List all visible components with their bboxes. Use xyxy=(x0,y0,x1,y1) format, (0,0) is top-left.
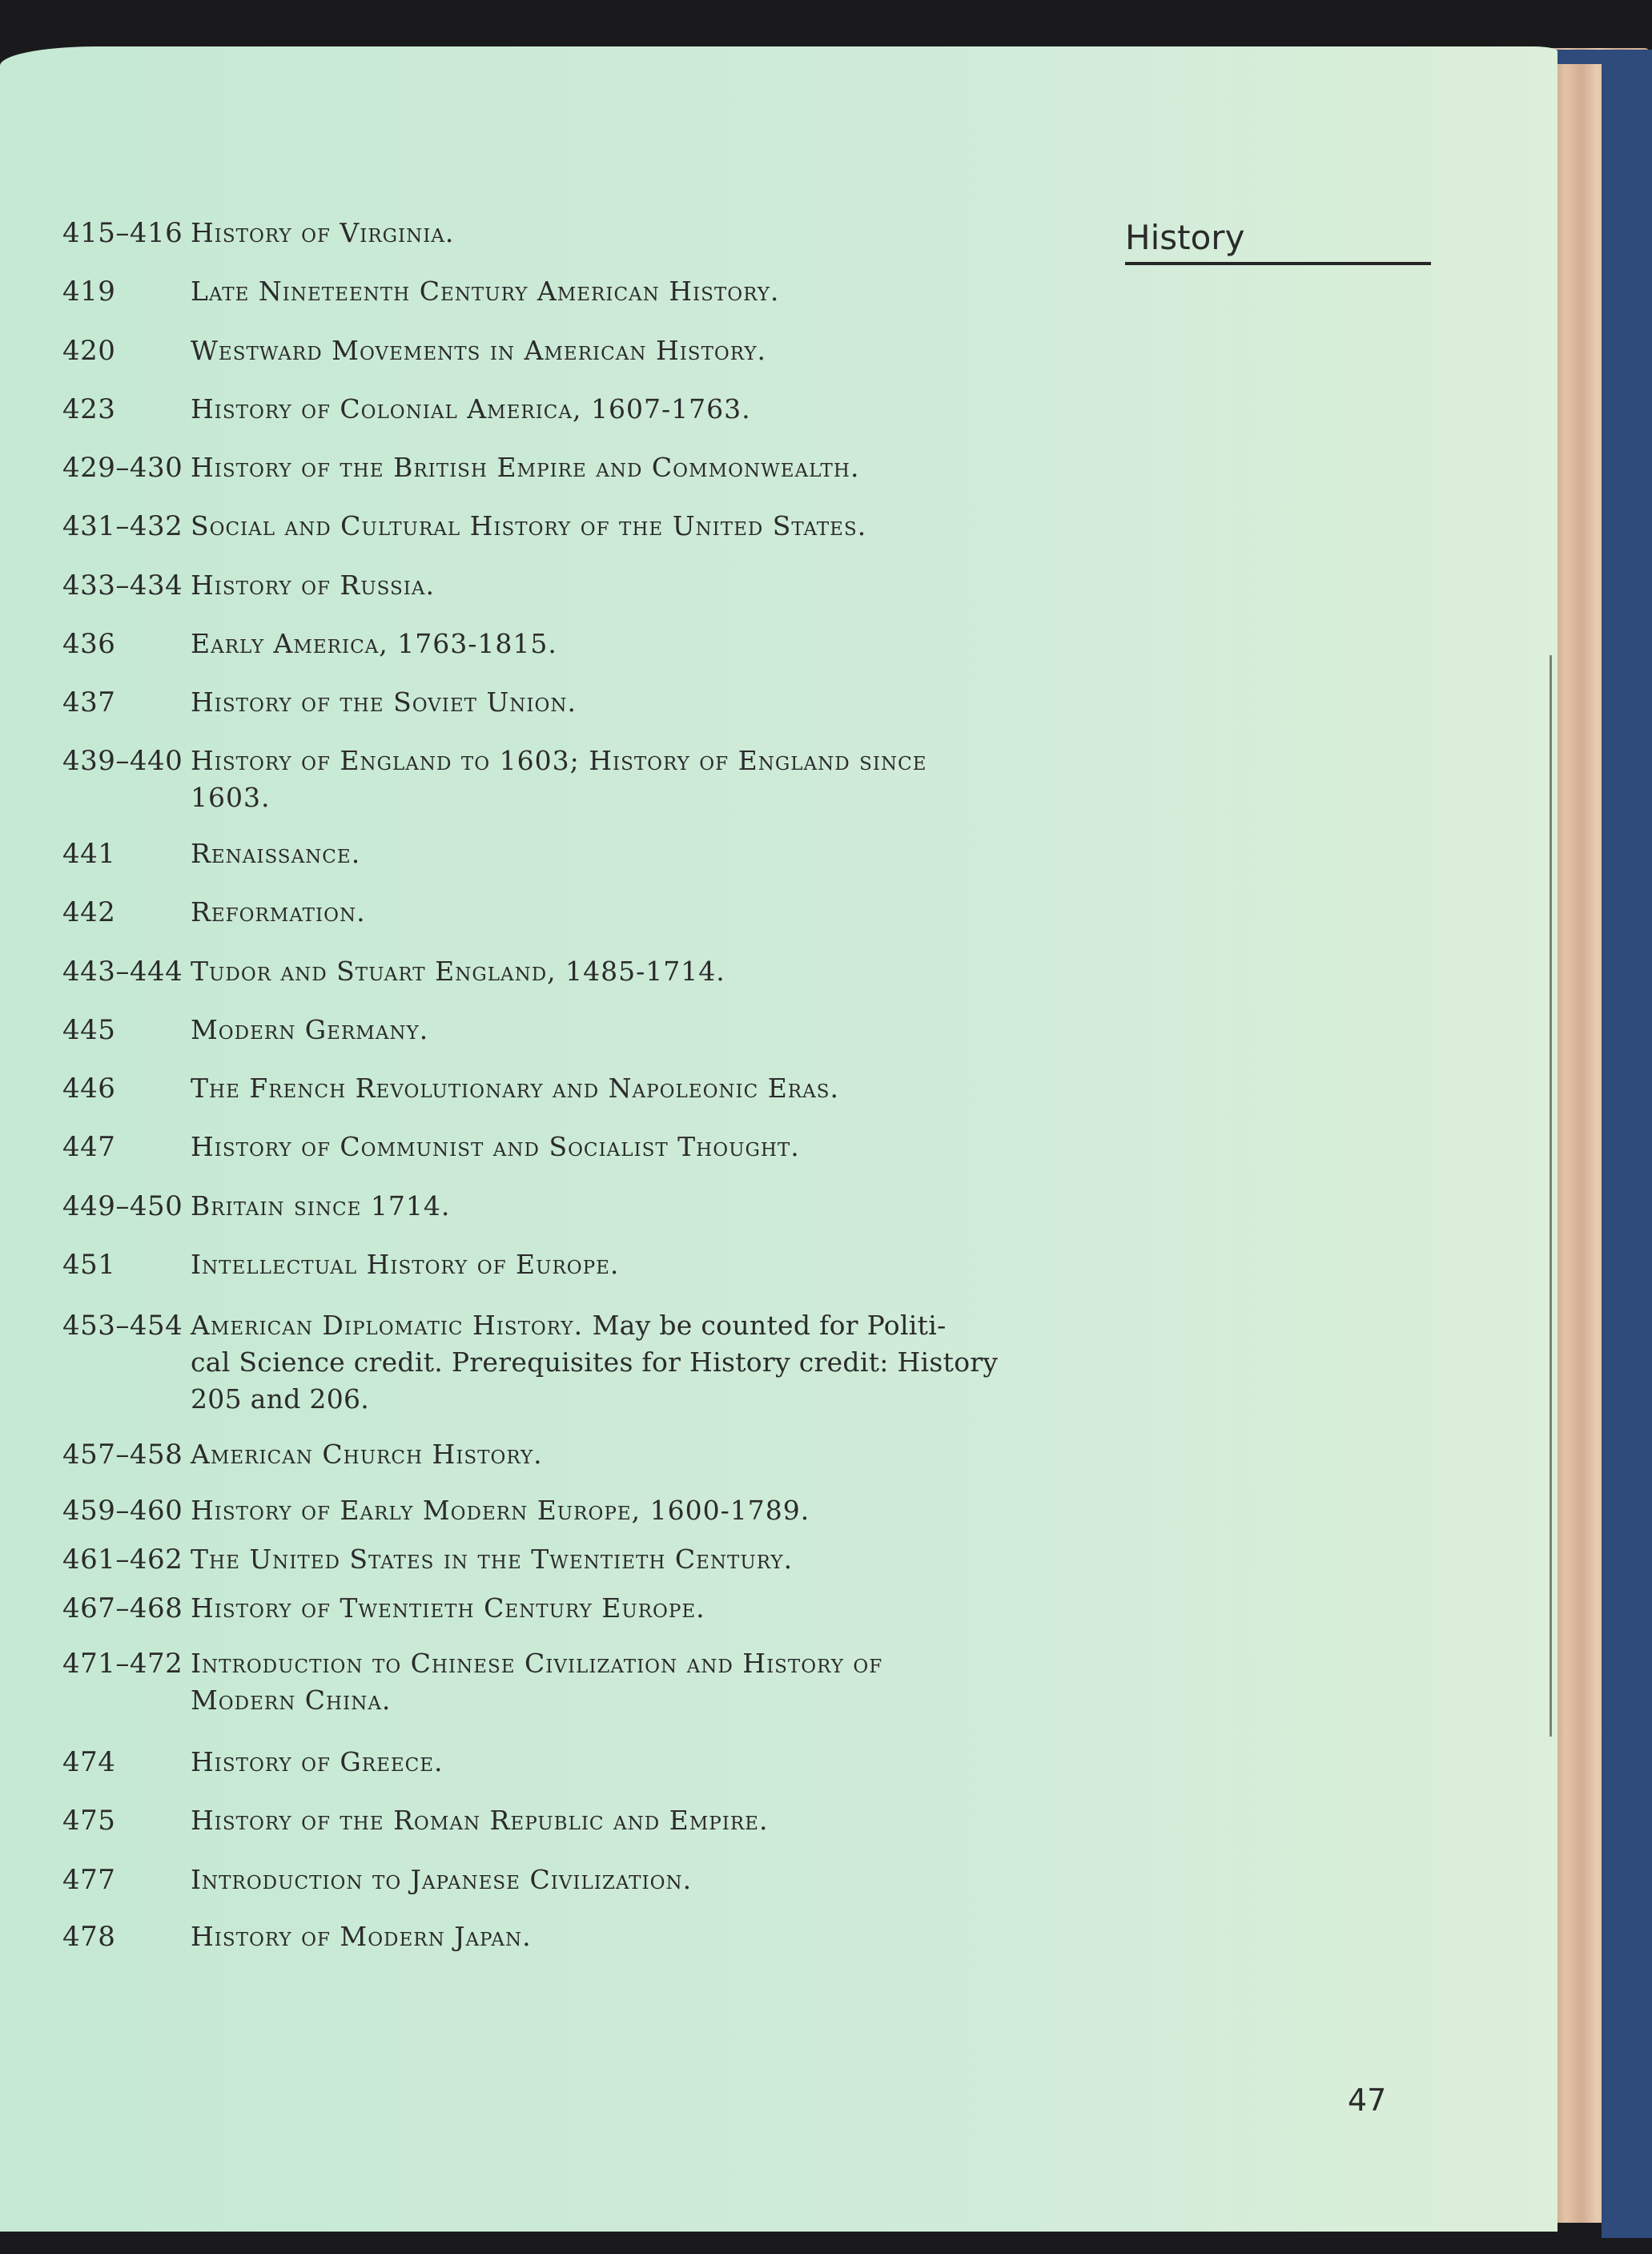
course-title: History of Communist and Socialist Thought. xyxy=(191,1131,800,1162)
gutter-line xyxy=(1550,655,1552,1737)
book-cover xyxy=(1602,51,1652,2238)
course-title: History of Russia. xyxy=(191,570,435,601)
course-title: Late Nineteenth Century American History. xyxy=(191,276,780,307)
course-number: 477 xyxy=(62,1864,116,1896)
course-number: 478 xyxy=(62,1921,116,1953)
course-title: History of the Soviet Union. xyxy=(191,686,577,718)
course-title: Early America, 1763-1815. xyxy=(191,628,557,659)
course-title-line: Modern China. xyxy=(191,1684,392,1716)
course-title-line: Introduction to Chinese Civilization and History of xyxy=(191,1648,883,1679)
course-title xyxy=(191,743,1140,816)
course-title: Westward Movements in American History. xyxy=(191,335,767,366)
course-title: The French Revolutionary and Napoleonic Eras. xyxy=(191,1073,839,1104)
course-number: 449–450 xyxy=(62,1190,183,1222)
course-number: 437 xyxy=(62,686,116,718)
course-title: The United States in the Twentieth Century. xyxy=(191,1544,794,1575)
course-title: History of Greece. xyxy=(191,1746,444,1777)
course-title: American Church History. xyxy=(191,1439,543,1470)
course-number: 471–472 xyxy=(62,1648,183,1680)
course-number: 431–432 xyxy=(62,510,183,542)
course-title: Britain since 1714. xyxy=(191,1190,451,1222)
course-number: 459–460 xyxy=(62,1495,183,1527)
course-note: 205 and 206. xyxy=(191,1383,370,1415)
course-title: Tudor and Stuart England, 1485-1714. xyxy=(191,956,726,987)
course-number: 446 xyxy=(62,1073,116,1105)
course-title: History of Early Modern Europe, 1600-1789. xyxy=(191,1495,810,1526)
course-number: 433–434 xyxy=(62,570,183,602)
course-title-text: American Diplomatic History. xyxy=(191,1310,584,1341)
course-title: Renaissance. xyxy=(191,838,361,869)
course-number: 451 xyxy=(62,1249,116,1281)
course-number: 442 xyxy=(62,896,116,928)
course-number: 467–468 xyxy=(62,1592,183,1624)
course-title xyxy=(191,1645,1140,1719)
course-number: 439–440 xyxy=(62,745,183,777)
course-title: History of Colonial America, 1607-1763. xyxy=(191,393,751,425)
course-number: 423 xyxy=(62,393,116,425)
course-title xyxy=(191,1307,1140,1418)
course-title: History of Modern Japan. xyxy=(191,1921,532,1952)
course-note: cal Science credit. Prerequisites for History credit: History xyxy=(191,1346,999,1378)
course-title-line: History of England to 1603; History of England since xyxy=(191,745,927,776)
course-title-line: 1603. xyxy=(191,782,271,813)
course-title: Introduction to Japanese Civilization. xyxy=(191,1864,693,1895)
page-number: 47 xyxy=(1348,2083,1387,2118)
course-number: 429–430 xyxy=(62,452,183,484)
course-title: Modern Germany. xyxy=(191,1014,429,1045)
course-number: 443–444 xyxy=(62,956,183,988)
course-title: History of Twentieth Century Europe. xyxy=(191,1592,705,1624)
course-title: History of Virginia. xyxy=(191,217,455,248)
course-number: 453–454 xyxy=(62,1310,183,1342)
course-number: 441 xyxy=(62,838,116,870)
course-number: 457–458 xyxy=(62,1439,183,1471)
course-title: History of the British Empire and Commonwealth. xyxy=(191,452,860,483)
course-title: Social and Cultural History of the United States. xyxy=(191,510,867,541)
course-number: 447 xyxy=(62,1131,116,1163)
course-title: Reformation. xyxy=(191,896,366,928)
section-heading: History xyxy=(1125,218,1431,265)
course-title: History of the Roman Republic and Empire. xyxy=(191,1805,769,1836)
course-number: 436 xyxy=(62,628,116,660)
course-number: 461–462 xyxy=(62,1544,183,1576)
course-number: 474 xyxy=(62,1746,116,1778)
course-title: Intellectual History of Europe. xyxy=(191,1249,620,1280)
course-number: 475 xyxy=(62,1805,116,1837)
course-number: 415–416 xyxy=(62,217,183,249)
course-number: 420 xyxy=(62,335,116,367)
course-number: 445 xyxy=(62,1014,116,1046)
course-number: 419 xyxy=(62,276,116,308)
course-note: May be counted for Politi- xyxy=(592,1310,947,1341)
